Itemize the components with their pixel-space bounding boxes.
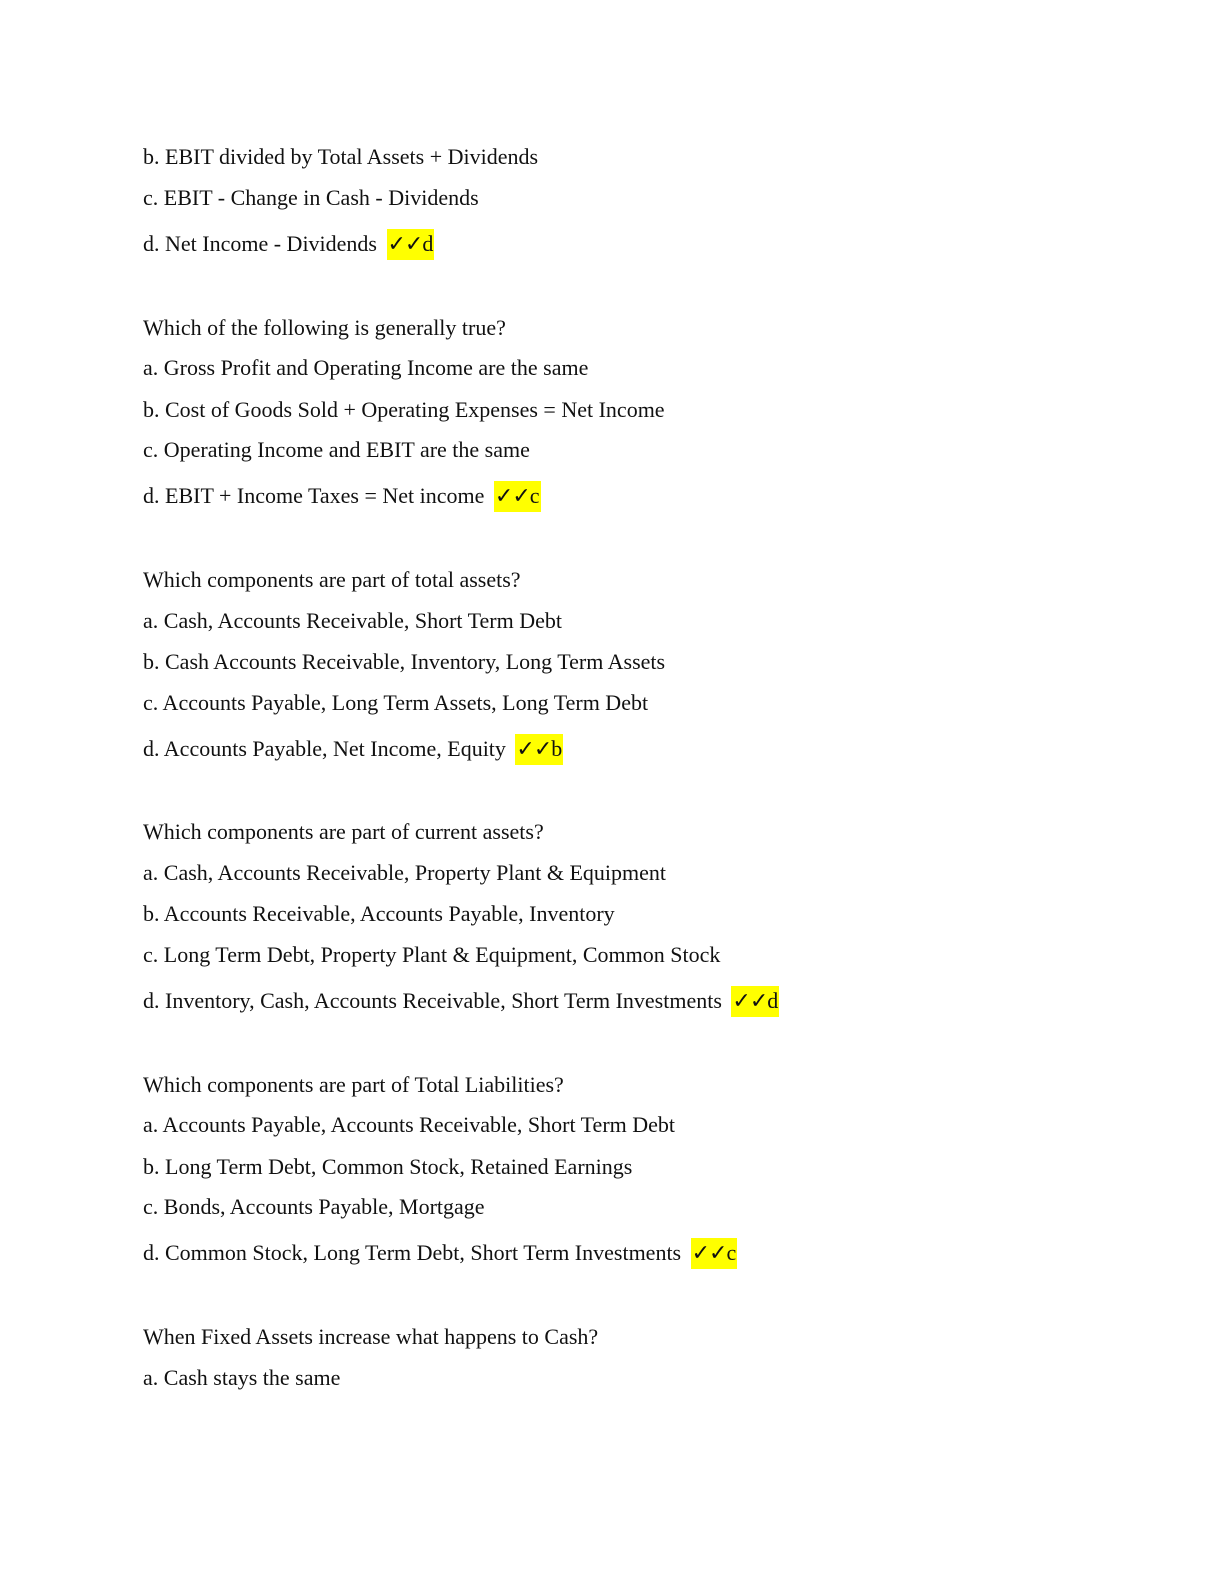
option-text: b. Long Term Debt, Common Stock, Retained Earnings	[143, 1154, 633, 1179]
answer-highlight	[515, 734, 563, 765]
option-line-with-answer	[143, 229, 434, 260]
option-text: a. Gross Profit and Operating Income are the same	[143, 355, 589, 380]
option-text: c. Long Term Debt, Property Plant & Equipment, Common Stock	[143, 942, 721, 967]
double-check-icon: ✓✓	[494, 484, 530, 509]
option-text: d. Common Stock, Long Term Debt, Short Term Investments	[143, 1240, 682, 1265]
option-text: c. Accounts Payable, Long Term Assets, Long Term Debt	[143, 690, 649, 715]
answer-highlight	[731, 986, 779, 1017]
answer-letter: b	[551, 736, 563, 761]
double-check-icon: ✓✓	[387, 232, 423, 257]
question-text: Which components are part of Total Liabilities?	[143, 1072, 564, 1097]
option-text: c. EBIT - Change in Cash - Dividends	[143, 185, 479, 210]
answer-highlight	[387, 229, 435, 260]
answer-letter: d	[422, 231, 434, 256]
option-text: d. Net Income - Dividends	[143, 231, 377, 256]
question-text: Which of the following is generally true?	[143, 315, 506, 340]
answer-highlight	[494, 481, 541, 512]
option-line-with-answer	[143, 734, 563, 765]
option-line-with-answer	[143, 481, 541, 512]
answer-letter: c	[726, 1240, 737, 1265]
option-text: d. EBIT + Income Taxes = Net income	[143, 483, 485, 508]
option-line-with-answer	[143, 1238, 737, 1269]
option-text: b. Cash Accounts Receivable, Inventory, Long Term Assets	[143, 649, 666, 674]
option-text: d. Inventory, Cash, Accounts Receivable, Short Term Investments	[143, 988, 722, 1013]
double-check-icon: ✓✓	[732, 989, 768, 1014]
answer-highlight	[691, 1238, 738, 1269]
option-text: a. Cash stays the same	[143, 1365, 341, 1390]
question-text: Which components are part of current assets?	[143, 819, 544, 844]
double-check-icon: ✓✓	[516, 737, 552, 762]
question-text: Which components are part of total assets?	[143, 567, 521, 592]
double-check-icon: ✓✓	[691, 1241, 727, 1266]
option-text: b. EBIT divided by Total Assets + Dividends	[143, 144, 539, 169]
option-text: c. Bonds, Accounts Payable, Mortgage	[143, 1194, 485, 1219]
option-text: c. Operating Income and EBIT are the same	[143, 437, 530, 462]
option-text: a. Cash, Accounts Receivable, Property Plant & Equipment	[143, 860, 667, 885]
option-text: b. Accounts Receivable, Accounts Payable, Inventory	[143, 901, 615, 926]
option-text: b. Cost of Goods Sold + Operating Expenses = Net Income	[143, 397, 665, 422]
answer-letter: d	[767, 988, 779, 1013]
question-text: When Fixed Assets increase what happens to Cash?	[143, 1324, 599, 1349]
option-text: a. Cash, Accounts Receivable, Short Term Debt	[143, 608, 563, 633]
option-text: a. Accounts Payable, Accounts Receivable, Short Term Debt	[143, 1112, 676, 1137]
answer-letter: c	[529, 483, 540, 508]
option-text: d. Accounts Payable, Net Income, Equity	[143, 736, 506, 761]
option-line-with-answer	[143, 986, 779, 1017]
